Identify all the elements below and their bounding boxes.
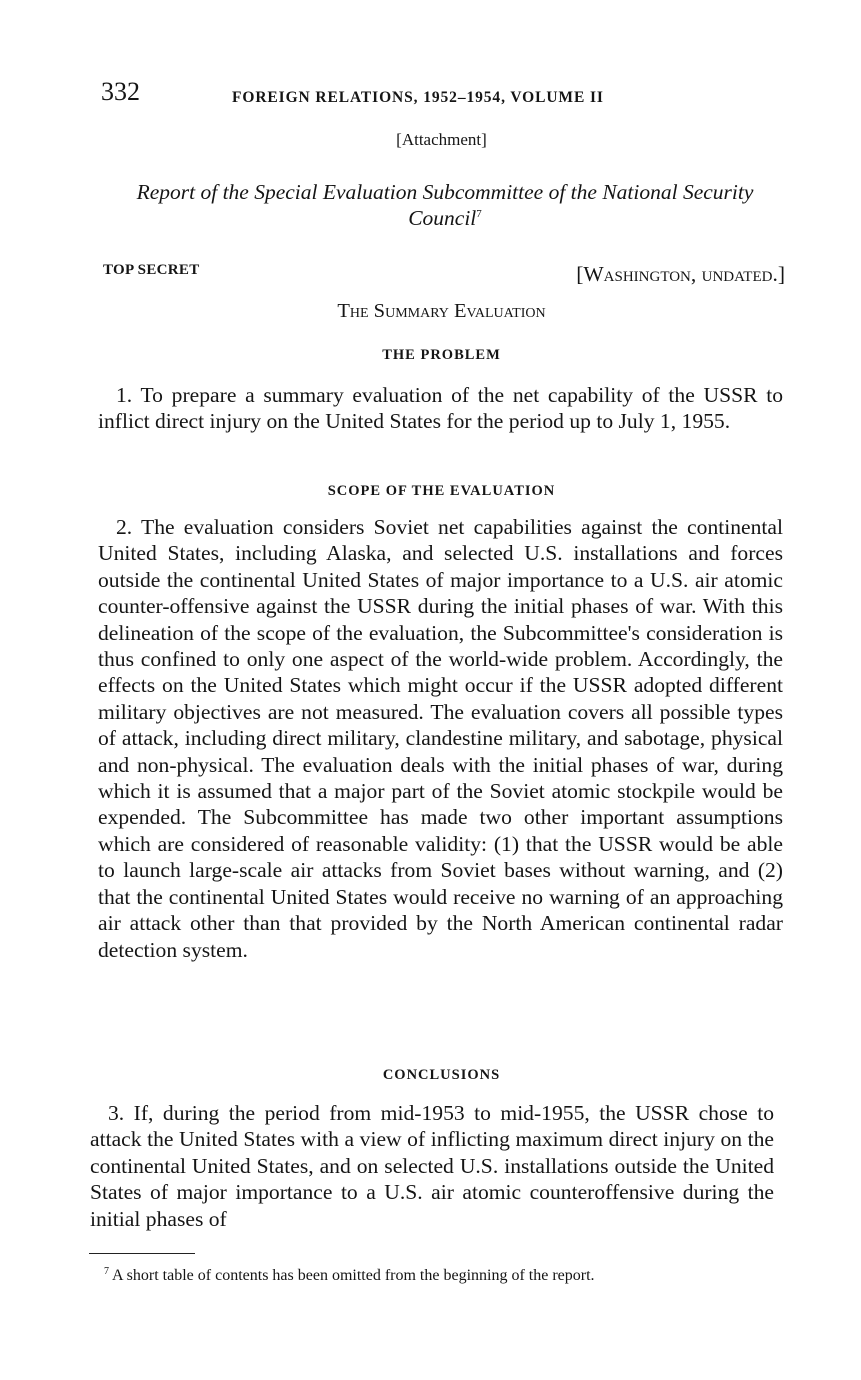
scope-heading: SCOPE OF THE EVALUATION (327, 483, 556, 499)
footnote-text: A short table of contents has been omitted from the beginning of the report. (112, 1267, 595, 1284)
running-head: FOREIGN RELATIONS, 1952–1954, VOLUME II (232, 89, 604, 106)
problem-paragraph: 1. To prepare a summary evaluation of the net capability of the USSR to inflict direct injury on the United States for the period up to July 1, 1955. (98, 383, 783, 434)
report-title (110, 179, 780, 231)
place-date: [Washington, undated.] (576, 262, 785, 286)
footnote-marker: 7 (104, 1265, 109, 1277)
classification-marking: TOP SECRET (103, 262, 200, 278)
footnote-rule (89, 1253, 195, 1254)
report-title-text: Report of the Special Evaluation Subcommittee of the National Security Council (136, 180, 754, 230)
section-title: The Summary Evaluation (337, 300, 546, 322)
footnote (104, 1265, 595, 1287)
footnote-reference: 7 (476, 207, 482, 220)
problem-heading: THE PROBLEM (382, 347, 501, 363)
conclusions-paragraph: 3. If, during the period from mid-1953 to mid-1955, the USSR chose to attack the United States with a view of inflicting maximum direct injury on the continental United States, and on selected U.S. installations outside the United States of major importance to a U.S. air atomic counteroffensive during the initial phases of (90, 1101, 774, 1231)
scope-paragraph: 2. The evaluation considers Soviet net capabilities against the continental United States, including Alaska, and selected U.S. installations and forces outside the continental United States of major importance to a U.S. air atomic counter-offensive against the USSR during the initial phases of war. With this delineation of the scope of the evaluation, the Subcommittee's consideration is thus confined to only one aspect of the world-wide problem. Accordingly, the effects on the United States which might occur if the USSR adopted different military objectives are not measured. The evaluation covers all possible types of attack, including direct military, clandestine military, and sabotage, physical and non-physical. The evaluation deals with the initial phases of war, during which it is assumed that a major part of the Soviet atomic stockpile would be expended. The Subcommittee has made two other important assumptions which are considered of reasonable validity: (1) that the USSR would be able to launch large-scale air attacks from Soviet bases without warning, and (2) that the continental United States would receive no warning of an approaching air attack other than that provided by the North American continental radar detection system. (98, 515, 783, 962)
page-number: 332 (101, 77, 140, 106)
conclusions-heading: CONCLUSIONS (382, 1067, 501, 1083)
attachment-label: [Attachment] (396, 130, 487, 149)
